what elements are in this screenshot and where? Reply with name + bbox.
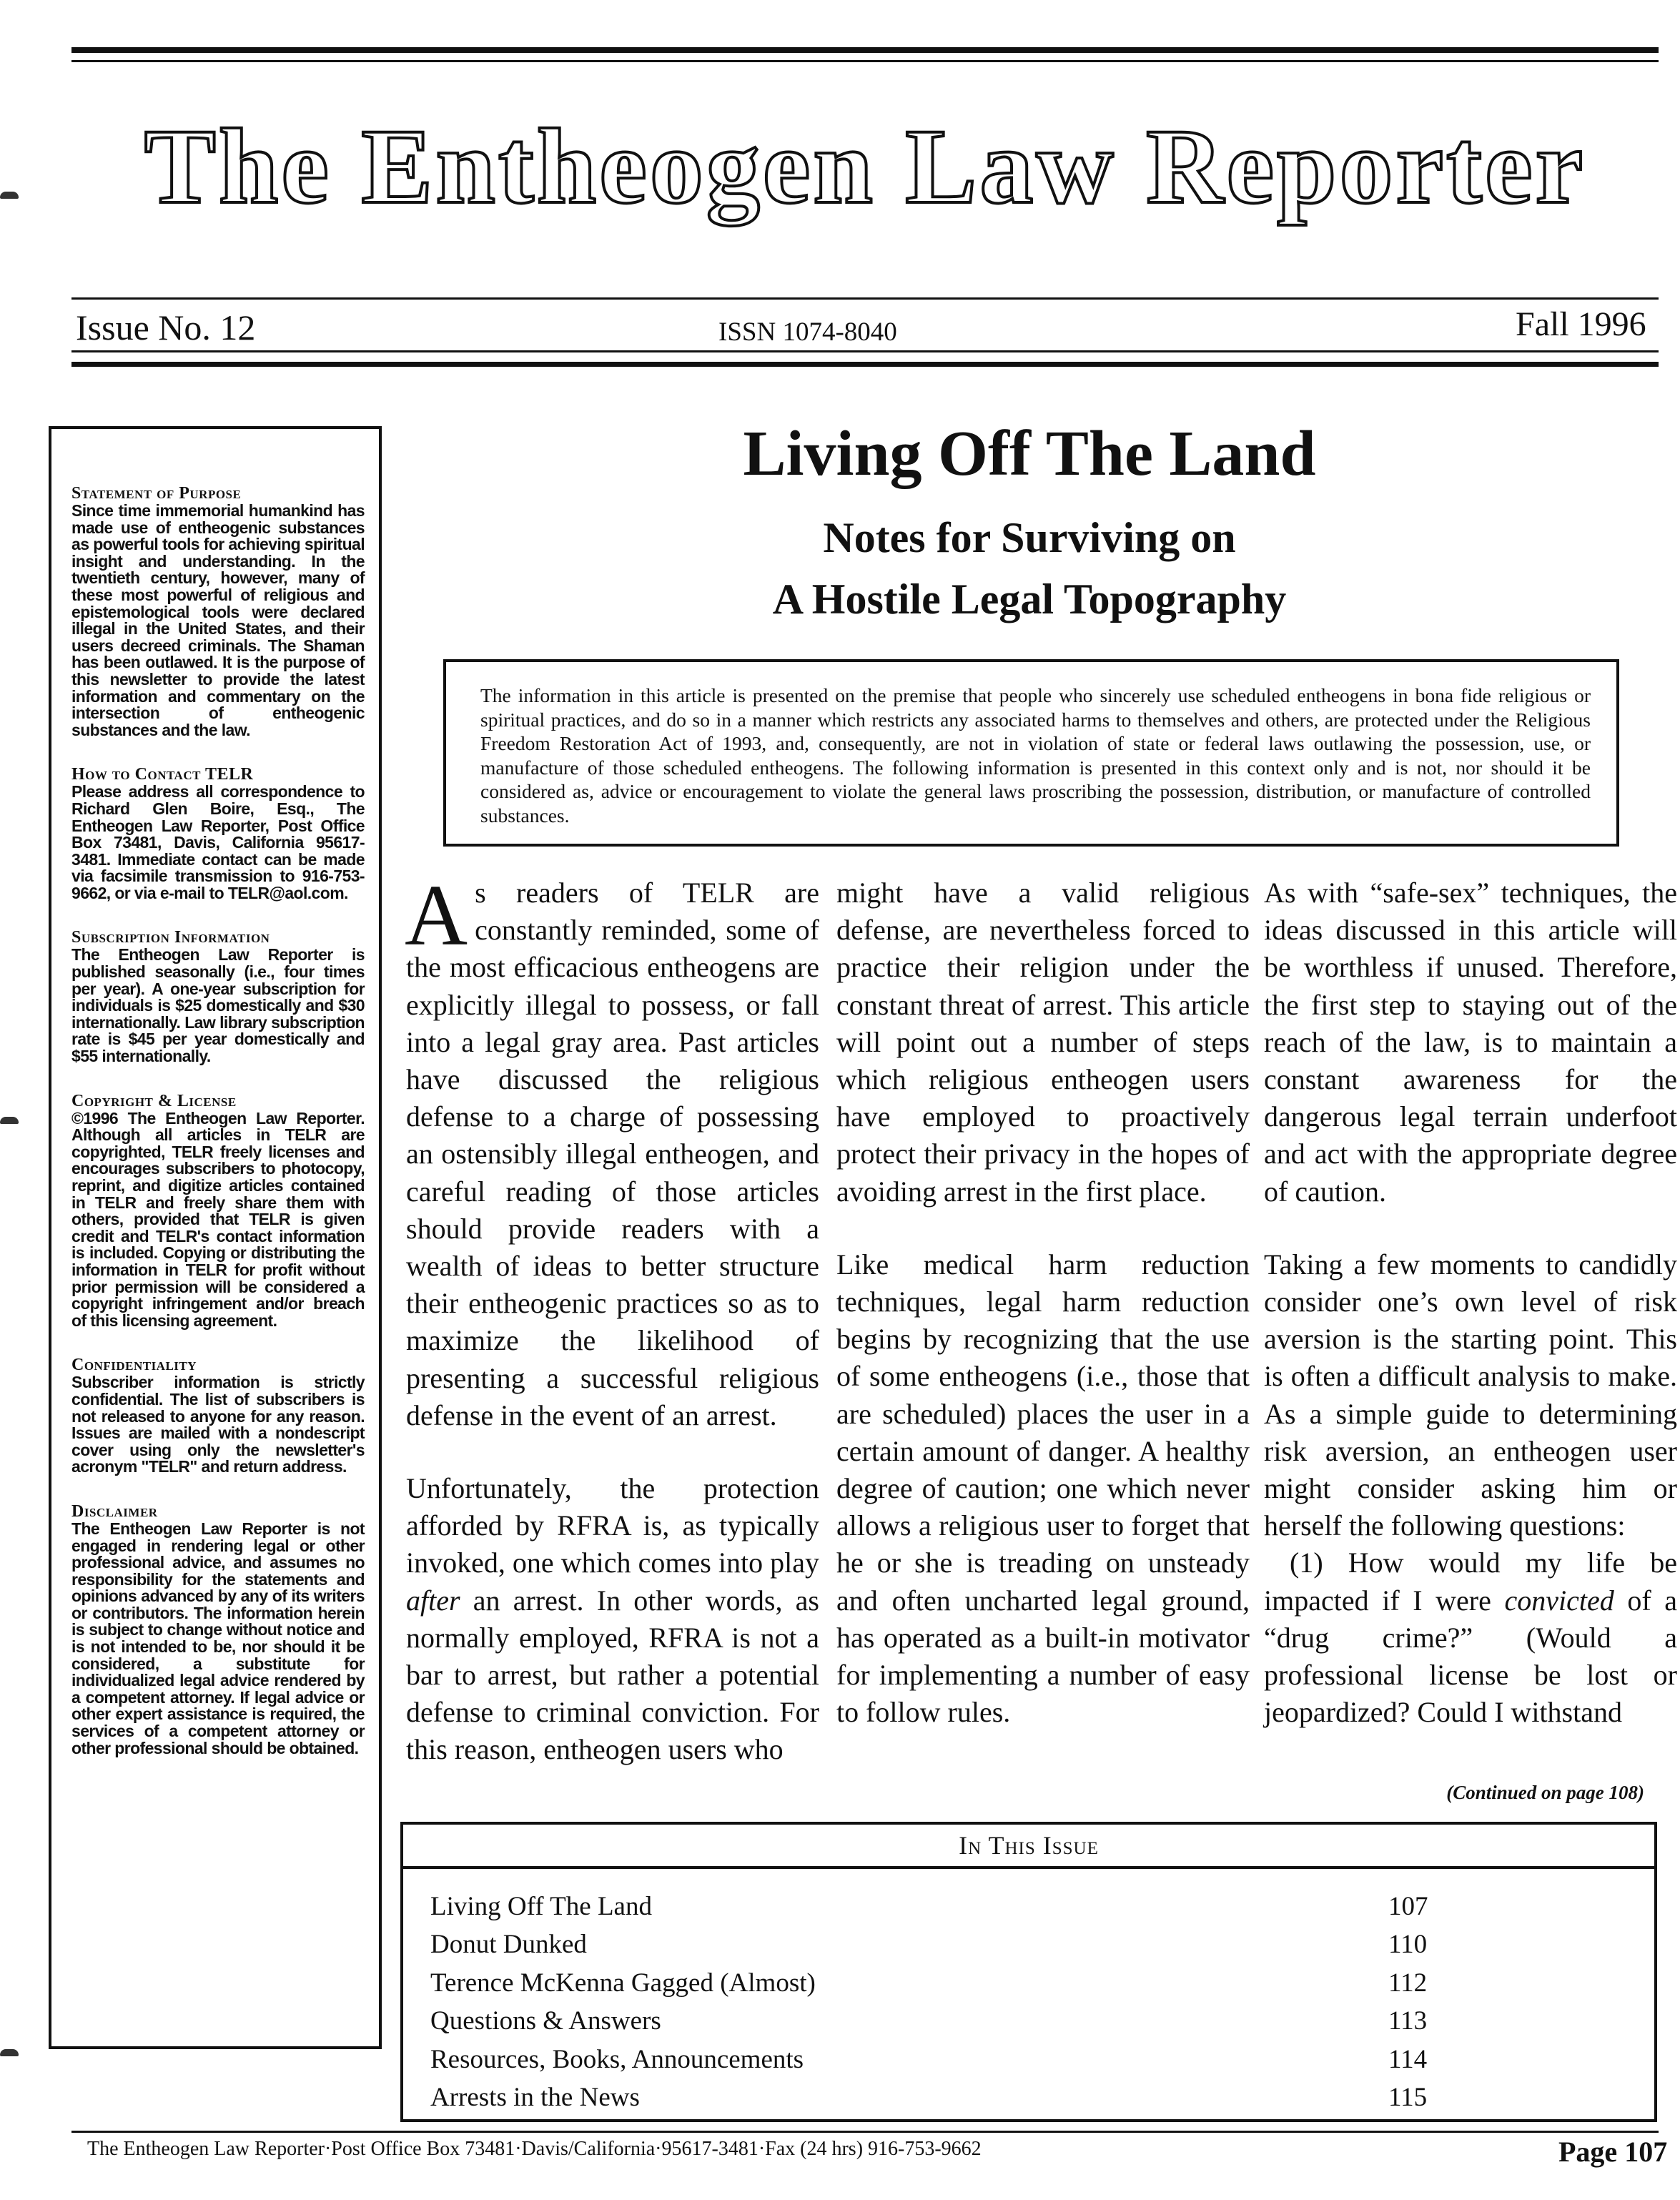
toc-row — [403, 2078, 1654, 2116]
paragraph-text: Taking a few moments to candidly consider one’s own level of risk aversion is the starting point. This is often a difficult analysis to make. As a simple guide to determining risk aversion, an entheogen user might consider asking him or herself the following questions: — [1264, 1248, 1677, 1542]
in-this-issue-box — [400, 1822, 1657, 2122]
issn: ISSN 1074-8040 — [718, 317, 897, 347]
scan-mark — [0, 2049, 19, 2056]
footer-address: The Entheogen Law Reporter·Post Office Box 73481·Davis/California·95617-3481·Fax (24 hrs) 916-753-9662 — [87, 2138, 982, 2160]
issue-rule-bottom — [71, 362, 1659, 367]
toc-title: Arrests in the News — [430, 2082, 640, 2112]
footer-rule — [71, 2131, 1659, 2133]
sidebar-section-disclaimer — [71, 1503, 365, 1757]
paragraph-text: of a “drug crime?” (Would a professional license be lost or jeopardized? Could I withstand — [1264, 1584, 1677, 1729]
toc-title: Donut Dunked — [430, 1930, 587, 1960]
toc-page: 113 — [1388, 2006, 1428, 2036]
paragraph — [1264, 1544, 1677, 1731]
toc-row — [403, 2041, 1654, 2078]
article-title: Living Off The Land — [743, 418, 1316, 489]
sidebar-text: ©1996 The Entheogen Law Reporter. Although all articles in TELR are copyrighted, TELR freely licenses and encourages subscribers to photocopy, reprint, and digitize articles contained in TELR and freely share them with others, provided that TELR is given credit and TELR's contact information is included. Copying or distributing the information in TELR for profit without prior permission will be considered a copyright infringement and/or breach of this licensing agreement. — [71, 1108, 365, 1330]
paragraph-text: s readers of TELR are constantly reminded, some of the most efficacious entheogens are explicitly illegal to possess, or fall into a legal gray area. Past articles have discussed the religious defense to a charge of possessing an ostensibly illegal entheogen, and careful reading of those articles should provide readers with a wealth of ideas to better structure their entheogenic practices so as to maximize the likelihood of presenting a successful religious defense in the event of an arrest. — [406, 877, 819, 1431]
scan-mark — [0, 1117, 19, 1124]
issue-rule-top — [71, 297, 1659, 300]
sidebar-section-confidentiality — [71, 1356, 365, 1476]
toc-title: Questions & Answers — [430, 2006, 661, 2036]
sidebar-text: Please address all correspondence to Richard Glen Boire, Esq., The Entheogen Law Reporter, Post Office Box 73481, Davis, California 95617-3481. Immediate contact can be made via facsimile transmission to 916-753-9662, or via e-mail to TELR@aol.com. — [71, 782, 365, 902]
sidebar-heading: Statement of Purpose — [71, 484, 242, 503]
sidebar-section-subscription — [71, 929, 365, 1065]
issue-rule-mid — [71, 350, 1659, 352]
toc-list — [403, 1869, 1654, 2116]
sidebar-heading: Confidentiality — [71, 1356, 197, 1375]
paragraph — [405, 867, 819, 1434]
page-number: Page 107 — [1558, 2136, 1668, 2168]
paragraph — [836, 1246, 1250, 1732]
toc-page: 110 — [1388, 1930, 1428, 1960]
toc-title: Living Off The Land — [430, 1892, 652, 1921]
paragraph — [836, 874, 1250, 1210]
masthead-title: The Entheogen Law Reporter — [144, 107, 1586, 226]
toc-row — [403, 1964, 1654, 2002]
continued-note: (Continued on page 108) — [1446, 1782, 1644, 1803]
emphasis: after — [406, 1584, 460, 1617]
paragraph-text: an arrest. In other words, as normally employed, RFRA is not a bar to arrest, but rather a potential defense to criminal conviction. For this reason, entheogen users who — [406, 1584, 819, 1766]
paragraph — [406, 1470, 819, 1769]
sidebar-text: The Entheogen Law Reporter is published seasonally (i.e., four times per year). A one-year subscription for individuals is $25 domestically and $30 internationally. Law library subscription rate is $45 per year domestically and $55 internationally. — [71, 945, 365, 1066]
sidebar-text: Since time immemorial humankind has made use of entheogenic substances as powerful tools for achieving spiritual insight and understanding. In the twentieth century, however, many of these most powerful of religious and epistemological tools were declared illegal in the United States, and their users decreed criminals. The Shaman has been outlawed. It is the purpose of this newsletter to provide the latest information and commentary on the intersection of entheogenic substances and the law. — [71, 501, 365, 739]
sidebar-section-purpose — [71, 485, 365, 739]
paragraph — [1264, 874, 1677, 1210]
emphasis: convicted — [1504, 1584, 1614, 1617]
toc-page: 114 — [1388, 2044, 1428, 2074]
drop-cap: A — [405, 867, 468, 964]
toc-page: 107 — [1388, 1892, 1428, 1921]
sidebar-text: The Entheogen Law Reporter is not engaged in rendering legal or other professional advice, and assumes no responsibility for the statements and opinions advanced by any of its writers or contributors. The information herein is subject to change without notice and is not intended to be, nor should it be considered, a substitute for individualized legal advice rendered by a competent attorney. If legal advice or other expert assistance is required, the services of a competent attorney or other professional should be obtained. — [71, 1519, 365, 1757]
toc-title: Terence McKenna Gagged (Almost) — [430, 1968, 816, 1998]
sidebar-heading: Subscription Information — [71, 928, 270, 947]
top-rule-thin — [71, 60, 1659, 62]
paragraph-text: Like medical harm reduction techniques, legal harm reduction begins by recognizing that the use of some entheogens (i.e., those that are scheduled) places the user in a certain amount of danger. A healthy degree of caution; one which never allows a religious user to forget that he or she is treading on unsteady and often uncharted legal ground, has operated as a built-in motivator for implementing a number of easy to follow rules. — [836, 1248, 1250, 1729]
toc-page: 115 — [1388, 2082, 1428, 2112]
toc-row — [403, 1925, 1654, 1963]
paragraph-text: Unfortunately, the protection afforded by RFRA is, as typically invoked, one which comes into play — [406, 1472, 819, 1579]
premise-text: The information in this article is presented on the premise that people who sincerely use scheduled entheogens in bona fide religious or spiritual practices, and do so in a manner which restricts any associated harms to themselves and others, are protected under the Religious Freedom Restoration Act of 1993, and, consequently, are not in violation of state or federal laws outlawing the possession, use, or manufacture of those scheduled entheogens. The following information is presented in this context only and is not, nor should it be considered as, advice or encouragement to violate the general laws proscribing the possession, distribution, or manufacture of controlled substances. — [480, 684, 1591, 827]
article-column-3 — [1264, 874, 1677, 1731]
paragraph-text: (1) How would my life be impacted if I were — [1264, 1547, 1677, 1617]
issue-season: Fall 1996 — [1516, 305, 1646, 343]
premise-box — [443, 659, 1619, 847]
top-rule-thick — [71, 47, 1659, 53]
issue-number: Issue No. 12 — [76, 307, 256, 347]
article-subtitle-line-1: Notes for Surviving on — [823, 514, 1236, 561]
sidebar-section-copyright — [71, 1092, 365, 1330]
toc-page: 112 — [1388, 1968, 1428, 1998]
article-column-2 — [836, 874, 1250, 1731]
sidebar-heading: Copyright & License — [71, 1091, 237, 1110]
article-column-1 — [405, 867, 819, 1769]
sidebar-heading: Disclaimer — [71, 1501, 158, 1521]
toc-title: Resources, Books, Announcements — [430, 2044, 804, 2074]
toc-row — [403, 2002, 1654, 2040]
scan-mark — [0, 192, 19, 199]
paragraph — [1264, 1246, 1677, 1545]
paragraph-text: might have a valid religious defense, are nevertheless forced to practice their religion under the constant threat of arrest. This article will point out a number of steps which religious entheogen users have employed to proactively protect their privacy in the hopes of avoiding arrest in the first place. — [836, 877, 1250, 1208]
sidebar-text: Subscriber information is strictly confidential. The list of subscribers is not released to anyone for any reason. Issues are mailed with a nondescript cover using only the newsletter's acronym "TELR" and return address. — [71, 1373, 365, 1476]
article-subtitle-line-2: A Hostile Legal Topography — [772, 576, 1287, 623]
toc-row — [403, 1888, 1654, 1925]
sidebar-box — [49, 426, 382, 2049]
toc-heading: In This Issue — [403, 1825, 1654, 1869]
paragraph-text: As with “safe-sex” techniques, the ideas discussed in this article will be worthless if unused. Therefore, the first step to staying out of the reach of the law, is to maintain a constant awareness for the dangerous legal terrain underfoot and act with the appropriate degree of caution. — [1264, 877, 1677, 1208]
sidebar-section-contact — [71, 766, 365, 902]
sidebar-heading: How to Contact TELR — [71, 765, 254, 784]
